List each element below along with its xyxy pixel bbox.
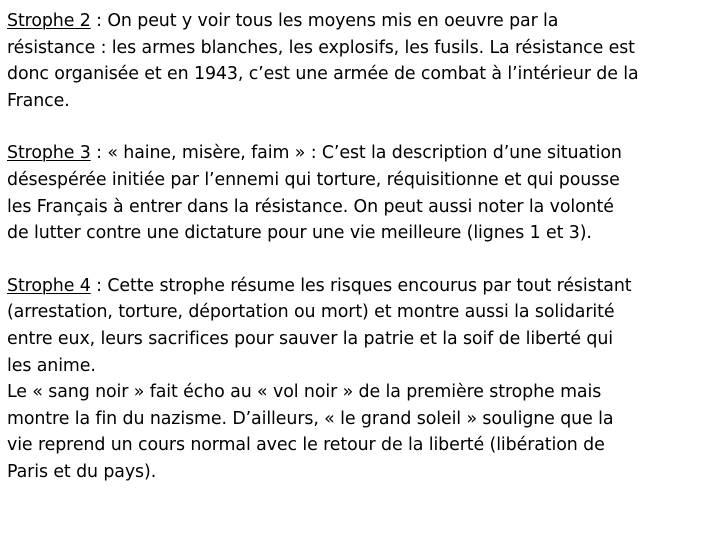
text-line: France.: [7, 90, 70, 111]
text-line: Le « sang noir » fait écho au « vol noir » de la première strophe mais: [7, 382, 602, 403]
text-line: les Français à entrer dans la résistance. On peut aussi noter la volonté: [7, 196, 614, 217]
text-line: entre eux, leurs sacrifices pour sauver la patrie et la soif de liberté qui: [7, 328, 613, 349]
text-line: Paris et du pays).: [7, 461, 157, 482]
text-line: montre la fin du nazisme. D’ailleurs, « le grand soleil » souligne que la: [7, 408, 614, 429]
text-line: vie reprend un cours normal avec le retour de la liberté (libération de: [7, 435, 605, 456]
text-line: résistance : les armes blanches, les explosifs, les fusils. La résistance est: [7, 37, 635, 58]
text-line: [7, 8, 715, 35]
line-text: : « haine, misère, faim » : C’est la description d’une situation: [90, 143, 622, 164]
paragraph-strophe-3: [7, 140, 715, 246]
text-line: (arrestation, torture, déportation ou mort) et montre aussi la solidarité: [7, 302, 615, 323]
strophe-heading: Strophe 2: [7, 11, 91, 31]
text-line: donc organisée et en 1943, c’est une armée de combat à l’intérieur de la: [7, 64, 639, 85]
text-line: de lutter contre une dictature pour une vie meilleure (lignes 1 et 3).: [7, 223, 592, 244]
strophe-heading: Strophe 4: [7, 275, 91, 296]
line-text: : On peut y voir tous les moyens mis en oeuvre par la: [90, 11, 559, 31]
paragraph-strophe-4: [7, 273, 715, 486]
text-line: [7, 140, 715, 167]
text-line: [7, 273, 715, 300]
text-line: désespérée initiée par l’ennemi qui torture, réquisitionne et qui pousse: [7, 169, 620, 190]
text-line: les anime.: [7, 355, 96, 376]
paragraph-strophe-2: [7, 8, 715, 114]
line-text: : Cette strophe résume les risques encourus par tout résistant: [90, 275, 632, 296]
document-page: [7, 8, 715, 486]
strophe-heading: Strophe 3: [7, 143, 91, 164]
